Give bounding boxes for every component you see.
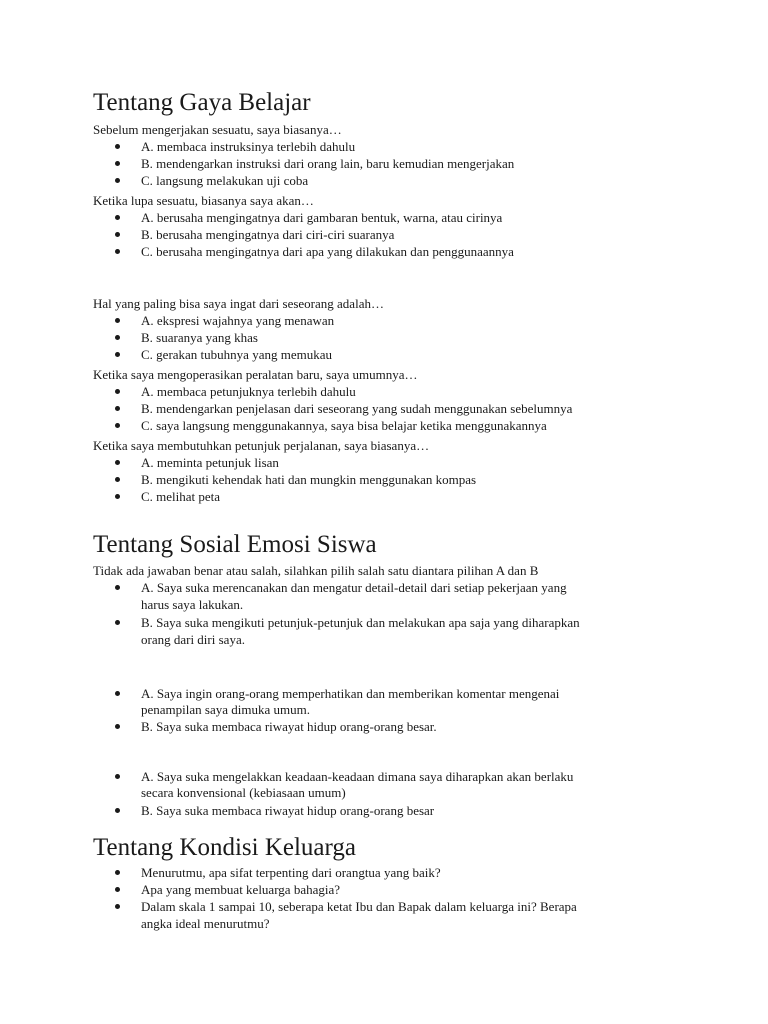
answer-option: B. berusaha mengingatnya dari ciri-ciri suaranya xyxy=(141,227,395,242)
bullet-icon xyxy=(115,774,120,779)
statement-option: A. Saya ingin orang-orang memperhatikan dan memberikan komentar mengenai xyxy=(141,686,560,701)
bullet-icon xyxy=(115,423,120,428)
bullet-icon xyxy=(115,215,120,220)
bullet-icon xyxy=(115,904,120,909)
answer-option: C. saya langsung menggunakannya, saya bisa belajar ketika menggunakannya xyxy=(141,418,547,433)
statement-option-continued: orang dari diri saya. xyxy=(141,632,245,647)
statement-option-continued: harus saya lakukan. xyxy=(141,597,244,612)
answer-option: A. membaca instruksinya terlebih dahulu xyxy=(141,139,356,154)
answer-option: B. mengikuti kehendak hati dan mungkin menggunakan kompas xyxy=(141,472,477,487)
bullet-icon xyxy=(115,406,120,411)
bullet-icon xyxy=(115,232,120,237)
bullet-icon xyxy=(115,249,120,254)
answer-option: A. membaca petunjuknya terlebih dahulu xyxy=(141,384,356,399)
bullet-icon xyxy=(115,620,120,625)
question-prompt: Ketika lupa sesuatu, biasanya saya akan… xyxy=(93,193,314,208)
bullet-icon xyxy=(115,460,120,465)
answer-option: B. suaranya yang khas xyxy=(141,330,258,345)
question-prompt: Ketika saya mengoperasikan peralatan baru, saya umumnya… xyxy=(93,367,418,382)
answer-option: C. langsung melakukan uji coba xyxy=(141,173,309,188)
statement-option: A. Saya suka merencanakan dan mengatur detail-detail dari setiap pekerjaan yang xyxy=(141,580,567,595)
statement-option-continued: penampilan saya dimuka umum. xyxy=(141,702,310,717)
question-prompt: Ketika saya membutuhkan petunjuk perjalanan, saya biasanya… xyxy=(93,438,430,453)
answer-option: C. gerakan tubuhnya yang memukau xyxy=(141,347,332,362)
statement-option: B. Saya suka mengikuti petunjuk-petunjuk dan melakukan apa saja yang diharapkan xyxy=(141,615,580,630)
bullet-icon xyxy=(115,352,120,357)
statement-option: B. Saya suka membaca riwayat hidup orang-orang besar. xyxy=(141,719,437,734)
bullet-icon xyxy=(115,178,120,183)
bullet-icon xyxy=(115,870,120,875)
bullet-icon xyxy=(115,389,120,394)
answer-option: A. ekspresi wajahnya yang menawan xyxy=(141,313,335,328)
statement-option: B. Saya suka membaca riwayat hidup orang-orang besar xyxy=(141,803,435,818)
bullet-icon xyxy=(115,161,120,166)
question-item-continued: angka ideal menurutmu? xyxy=(141,916,270,931)
answer-option: A. meminta petunjuk lisan xyxy=(141,455,279,470)
statement-option: A. Saya suka mengelakkan keadaan-keadaan dimana saya diharapkan akan berlaku xyxy=(141,769,574,784)
question-item: Dalam skala 1 sampai 10, seberapa ketat Ibu dan Bapak dalam keluarga ini? Berapa xyxy=(141,899,577,914)
bullet-icon xyxy=(115,335,120,340)
bullet-icon xyxy=(115,887,120,892)
bullet-icon xyxy=(115,691,120,696)
section-intro: Tidak ada jawaban benar atau salah, silahkan pilih salah satu diantara pilihan A dan B xyxy=(93,563,539,578)
bullet-icon xyxy=(115,477,120,482)
question-prompt: Hal yang paling bisa saya ingat dari seseorang adalah… xyxy=(93,296,384,311)
bullet-icon xyxy=(115,808,120,813)
statement-option-continued: secara konvensional (kebiasaan umum) xyxy=(141,785,346,800)
section-heading-gaya-belajar: Tentang Gaya Belajar xyxy=(93,89,311,116)
answer-option: C. berusaha mengingatnya dari apa yang dilakukan dan penggunaannya xyxy=(141,244,514,259)
bullet-icon xyxy=(115,144,120,149)
bullet-icon xyxy=(115,585,120,590)
answer-option: A. berusaha mengingatnya dari gambaran bentuk, warna, atau cirinya xyxy=(141,210,503,225)
bullet-icon xyxy=(115,724,120,729)
answer-option: C. melihat peta xyxy=(141,489,221,504)
question-item: Apa yang membuat keluarga bahagia? xyxy=(141,882,341,897)
section-heading-kondisi-keluarga: Tentang Kondisi Keluarga xyxy=(93,834,357,861)
bullet-icon xyxy=(115,318,120,323)
question-prompt: Sebelum mengerjakan sesuatu, saya biasanya… xyxy=(93,122,342,137)
question-item: Menurutmu, apa sifat terpenting dari orangtua yang baik? xyxy=(141,865,441,880)
answer-option: B. mendengarkan instruksi dari orang lain, baru kemudian mengerjakan xyxy=(141,156,515,171)
section-heading-sosial-emosi: Tentang Sosial Emosi Siswa xyxy=(93,531,377,558)
answer-option: B. mendengarkan penjelasan dari seseorang yang sudah menggunakan sebelumnya xyxy=(141,401,573,416)
bullet-icon xyxy=(115,494,120,499)
